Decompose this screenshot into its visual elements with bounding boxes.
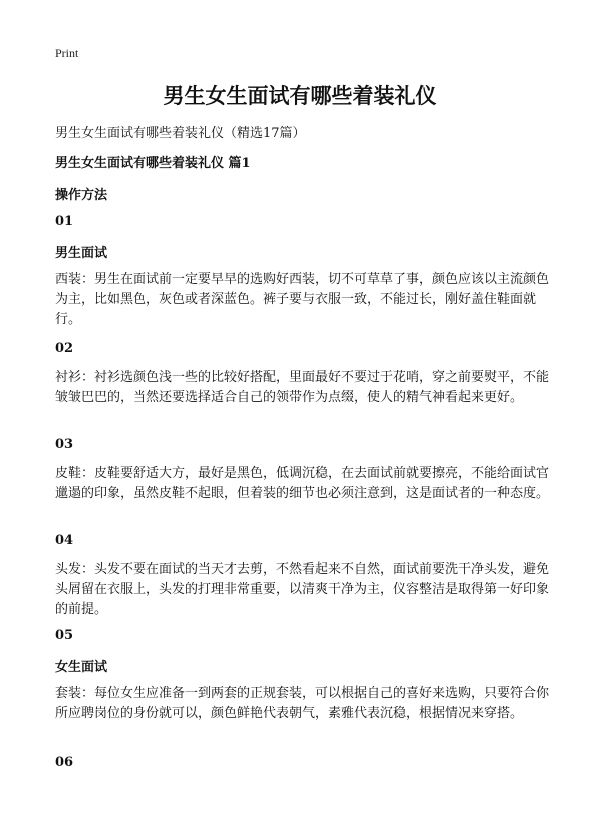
subsection-heading: 女生面试: [55, 660, 108, 675]
subsection-heading: 男生面试: [55, 246, 108, 261]
paragraph: 头发：头发不要在面试的当天才去剪，不然看起来不自然，面试前要洗干净头发，避免头屑留在衣服上，头发的打理非常重要，以清爽干净为主，仪容整洁是取得第一好印象的前提。: [55, 562, 550, 617]
section-heading: 男生女生面试有哪些着装礼仪 篇1: [55, 156, 251, 171]
step-number: 06: [55, 755, 74, 770]
step-number: 04: [55, 533, 74, 548]
step-number: 05: [55, 628, 74, 643]
page-subtitle: 男生女生面试有哪些着装礼仪（精选17篇）: [55, 126, 306, 141]
paragraph: 皮鞋：皮鞋要舒适大方，最好是黑色，低调沉稳，在去面试前就要擦亮，不能给面试官邋遢的印象，虽然皮鞋不起眼，但着装的细节也必须注意到，这是面试者的一种态度。: [55, 466, 550, 501]
step-number: 03: [55, 437, 74, 452]
paragraph: 衬衫：衬衫选颜色浅一些的比较好搭配，里面最好不要过于花哨，穿之前要熨平，不能皱皱巴巴的，当然还要选择适合自己的领带作为点缀，使人的精气神看起来更好。: [55, 370, 550, 405]
paragraph: 西装：男生在面试前一定要早早的选购好西装，切不可草草了事，颜色应该以主流颜色为主，比如黑色，灰色或者深蓝色。裤子要与衣服一致，不能过长，刚好盖住鞋面就行。: [55, 272, 550, 327]
print-link[interactable]: Print: [55, 46, 79, 60]
step-number: 01: [55, 214, 74, 229]
method-heading: 操作方法: [55, 188, 108, 203]
step-number: 02: [55, 341, 74, 356]
paragraph: 套装：每位女生应准备一到两套的正规套装，可以根据自己的喜好来选购，只要符合你所应聘岗位的身份就可以，颜色鲜艳代表朝气，素雅代表沉稳，根据情况来穿搭。: [55, 686, 550, 721]
page-title: 男生女生面试有哪些着装礼仪: [163, 83, 437, 108]
